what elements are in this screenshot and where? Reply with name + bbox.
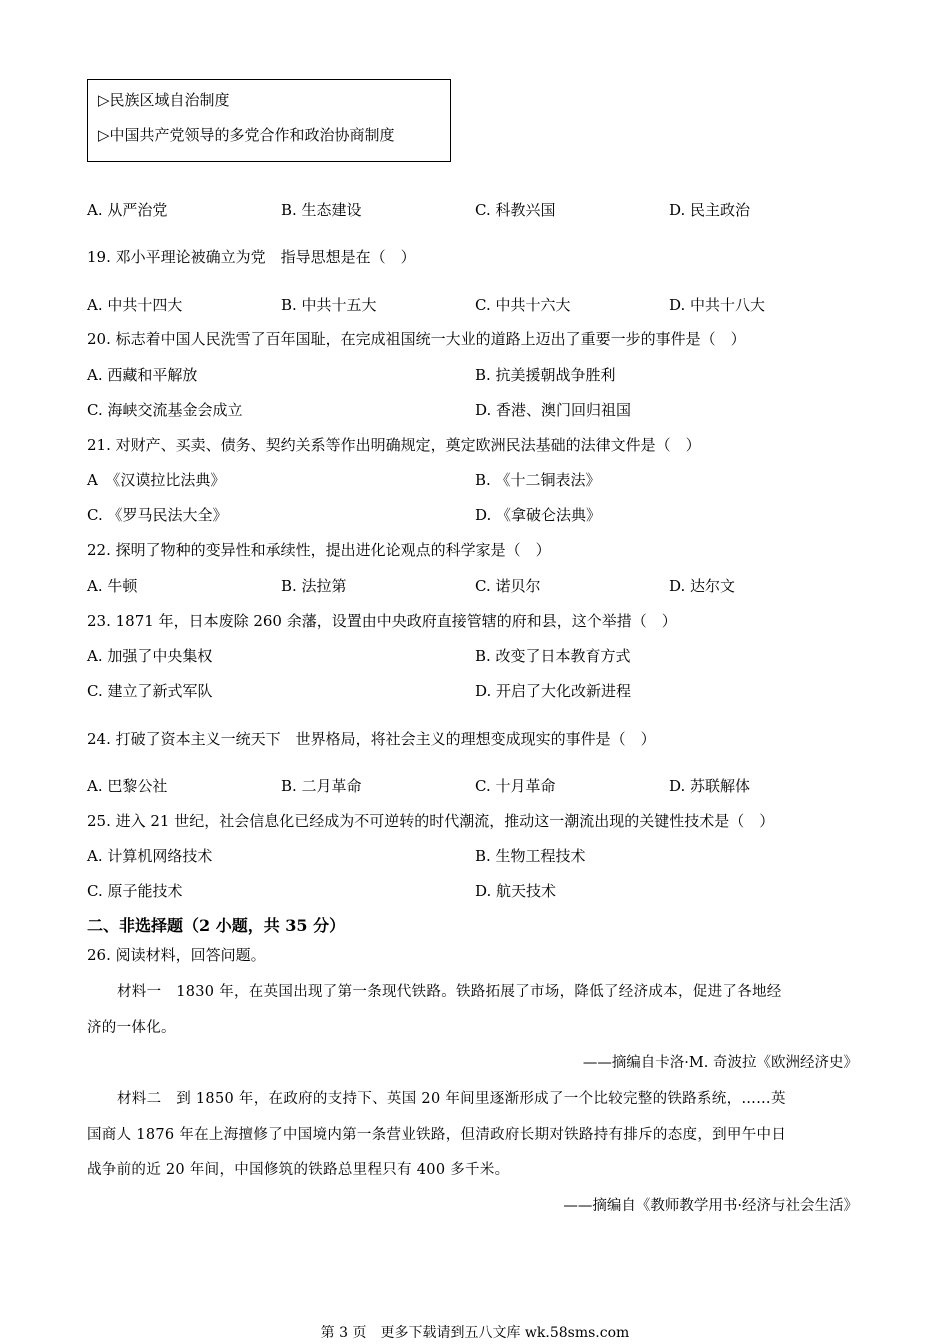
q21-option-c: C. 《罗马民法大全》 (87, 506, 228, 524)
q24-option-b: B. 二月革命 (281, 777, 362, 795)
material-1-line-2: 济的一体化。 (87, 1020, 176, 1036)
q24-option-d: D. 苏联解体 (669, 777, 751, 795)
q22-option-b: B. 法拉第 (281, 577, 347, 595)
q18-option-d: D. 民主政治 (669, 201, 751, 219)
q21-option-a: A 《汉谟拉比法典》 (87, 471, 226, 489)
material-box (87, 79, 451, 162)
q25-option-a: A. 计算机网络技术 (87, 847, 213, 865)
q23-stem: 23. 1871 年，日本废除 260 余藩，设置由中央政府直接管辖的府和县，这个举措（ ） (87, 612, 677, 630)
q19-option-b: B. 中共十五大 (281, 296, 377, 314)
q25-option-c: C. 原子能技术 (87, 882, 183, 900)
q23-option-b: B. 改变了日本教育方式 (475, 647, 631, 665)
section-2-title: 二、非选择题（2 小题，共 35 分） (87, 916, 346, 935)
material-2-line-3: 战争前的近 20 年间，中国修筑的铁路总里程只有 400 多千米。 (87, 1162, 510, 1178)
q24-stem: 24. 打破了资本主义一统天下 世界格局，将社会主义的理想变成现实的事件是（ ） (87, 730, 656, 748)
q18-option-a: A. 从严治党 (87, 201, 168, 219)
box-item-1: ▷民族区域自治制度 (98, 91, 230, 109)
material-1-source: ——摘编自卡洛·M. 奇波拉《欧洲经济史》 (582, 1055, 858, 1071)
q25-option-b: B. 生物工程技术 (475, 847, 586, 865)
material-2-line-2: 国商人 1876 年在上海擅修了中国境内第一条营业铁路，但清政府长期对铁路持有排斥的态度，到甲午中日 (87, 1127, 787, 1143)
q20-stem: 20. 标志着中国人民洗雪了百年国耻，在完成祖国统一大业的道路上迈出了重要一步的事件是（ ） (87, 330, 746, 348)
q24-option-a: A. 巴黎公社 (87, 777, 168, 795)
q22-option-c: C. 诺贝尔 (475, 577, 541, 595)
q22-option-d: D. 达尔文 (669, 577, 736, 595)
page-footer: 第 3 页 更多下载请到五八文库 wk.58sms.com (320, 1325, 630, 1341)
q18-option-b: B. 生态建设 (281, 201, 362, 219)
q20-option-d: D. 香港、澳门回归祖国 (475, 401, 632, 419)
q24-option-c: C. 十月革命 (475, 777, 556, 795)
material-1-line-1: 材料一 1830 年，在英国出现了第一条现代铁路。铁路拓展了市场，降低了经济成本，促进了各地经 (117, 984, 782, 1000)
q23-option-a: A. 加强了中央集权 (87, 647, 213, 665)
box-item-2: ▷中国共产党领导的多党合作和政治协商制度 (98, 126, 395, 144)
q21-option-b: B. 《十二铜表法》 (475, 471, 601, 489)
q22-option-a: A. 牛顿 (87, 577, 138, 595)
q22-stem: 22. 探明了物种的变异性和承续性，提出进化论观点的科学家是（ ） (87, 541, 551, 559)
material-2-source: ——摘编自《教师教学用书·经济与社会生活》 (563, 1198, 858, 1214)
q23-option-d: D. 开启了大化改新进程 (475, 682, 632, 700)
q25-stem: 25. 进入 21 世纪，社会信息化已经成为不可逆转的时代潮流，推动这一潮流出现的关键性技术是（ ） (87, 812, 775, 830)
q23-option-c: C. 建立了新式军队 (87, 682, 213, 700)
q20-option-b: B. 抗美援朝战争胜利 (475, 366, 616, 384)
q26-stem: 26. 阅读材料，回答问题。 (87, 946, 266, 964)
q19-option-d: D. 中共十八大 (669, 296, 766, 314)
q19-stem: 19. 邓小平理论被确立为党 指导思想是在（ ） (87, 248, 416, 266)
q19-option-a: A. 中共十四大 (87, 296, 183, 314)
q25-option-d: D. 航天技术 (475, 882, 557, 900)
q20-option-a: A. 西藏和平解放 (87, 366, 198, 384)
material-2-line-1: 材料二 到 1850 年，在政府的支持下、英国 20 年间里逐渐形成了一个比较完整的铁路系统，……英 (117, 1091, 786, 1107)
q21-stem: 21. 对财产、买卖、债务、契约关系等作出明确规定，奠定欧洲民法基础的法律文件是（ ） (87, 436, 701, 454)
q18-option-c: C. 科教兴国 (475, 201, 556, 219)
q19-option-c: C. 中共十六大 (475, 296, 571, 314)
q20-option-c: C. 海峡交流基金会成立 (87, 401, 243, 419)
q21-option-d: D. 《拿破仑法典》 (475, 506, 602, 524)
